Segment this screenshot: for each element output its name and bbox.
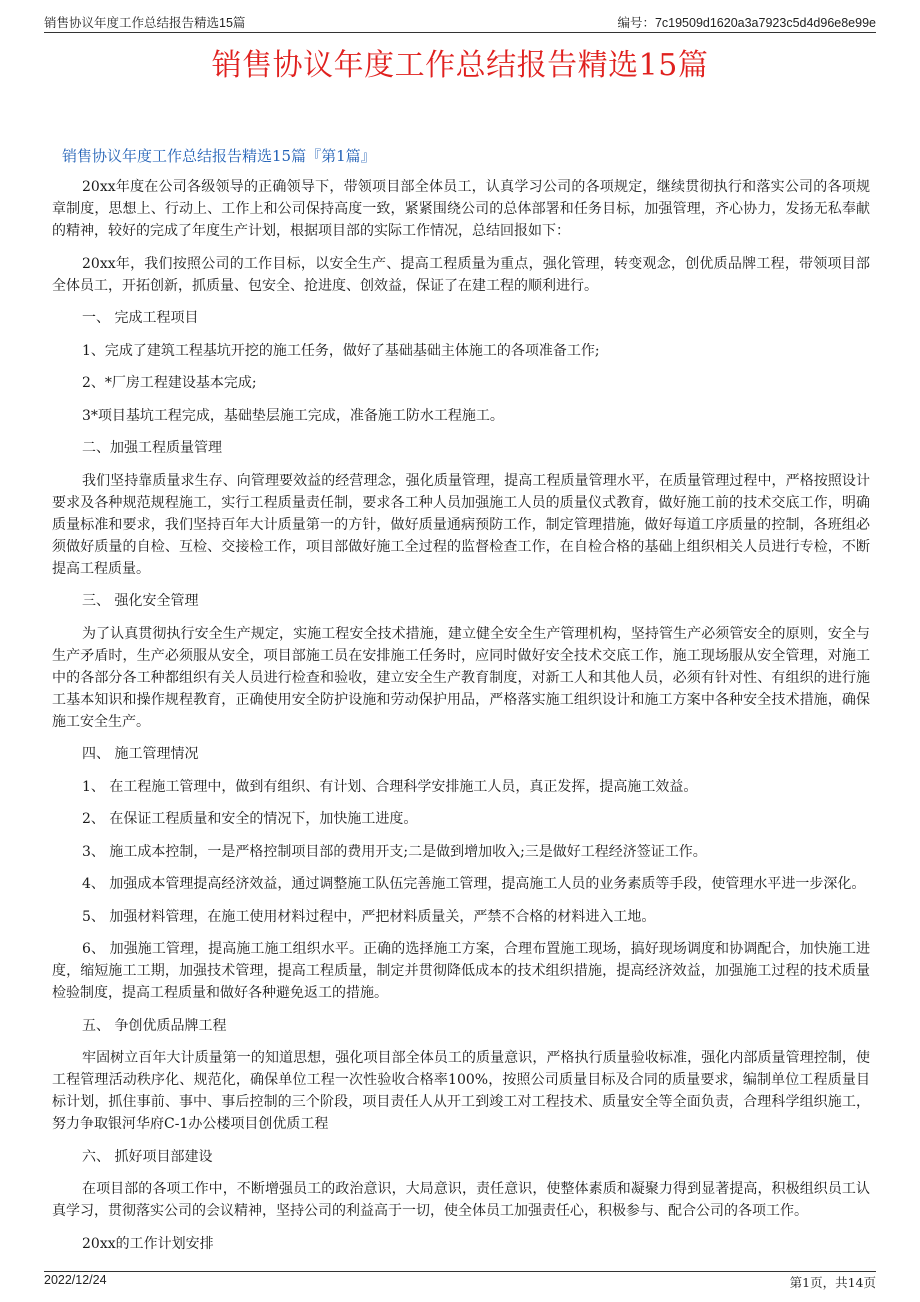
body-paragraph: 4、 加强成本管理提高经济效益，通过调整施工队伍完善施工管理，提高施工人员的业务素质等手段，使管理水平进一步深化。 xyxy=(82,876,866,892)
body-paragraph: 3*项目基坑工程完成，基础垫层施工完成，准备施工防水工程施工。 xyxy=(82,407,504,424)
header-document-title: 销售协议年度工作总结报告精选15篇 xyxy=(44,16,246,30)
body-paragraph: 三、 强化安全管理 xyxy=(82,593,199,609)
body-paragraph: 六、 抓好项目部建设 xyxy=(82,1148,213,1165)
body-paragraph: 1、完成了建筑工程基坑开挖的施工任务，做好了基础基础主体施工的各项准备工作; xyxy=(82,342,600,359)
body-paragraph: 二、加强工程质量管理 xyxy=(82,440,222,456)
body-paragraph: 四、 施工管理情况 xyxy=(82,746,199,762)
body-paragraph: 2、*厂房工程建设基本完成; xyxy=(82,375,257,391)
body-paragraph: 1、 在工程施工管理中，做到有组织、有计划、合理科学安排施工人员，真正发挥，提高施工效益。 xyxy=(82,778,698,795)
body-paragraph: 20xx年，我们按照公司的工作目标，以安全生产、提高工程质量为重点，强化管理，转变观念，创优质品牌工程，带领项目部全体员工，开拓创新，抓质量、包安全、抢进度、创效益，保证了在建工程的顺利进行。 xyxy=(52,255,870,294)
body-paragraph: 5、 加强材料管理，在施工使用材料过程中，严把材料质量关，严禁不合格的材料进入工地。 xyxy=(82,908,656,925)
body-paragraph: 20xx年度在公司各级领导的正确领导下，带领项目部全体员工，认真学习公司的各项规定，继续贯彻执行和落实公司的各项规章制度，思想上、行动上、工作上和公司保持高度一致，紧紧围绕公司的总体部署和任务目标，加强管理，齐心协力，发扬无私奉献的精神，较好的完成了年度生产计划，根据项目部的实际工作情况，总结回报如下： xyxy=(52,179,870,239)
section-subtitle: 销售协议年度工作总结报告精选15篇『第1篇』 xyxy=(62,147,376,165)
footer-date: 2022/12/24 xyxy=(44,1273,107,1287)
body-paragraph: 我们坚持靠质量求生存、向管理要效益的经营理念，强化质量管理，提高工程质量管理水平，在质量管理过程中，严格按照设计要求及各种规范规程施工，实行工程质量责任制，要求各工种人员加强施工人员的质量仪式教育，做好施工前的技术交底工作，明确质量标准和要求，我们坚持百年大计质量第一的方针，做好质量通病预防工作，制定管理措施，做好每道工序质量的控制，各班组必须做好质量的自检、互检、交接检工作，项目部做好施工全过程的监督检查工作，在自检合格的基础上组织相关人员进行专检，不断提高工程质量。 xyxy=(52,472,870,577)
header-document-number: 编号：7c19509d1620a3a7923c5d4d96e8e99e xyxy=(617,16,876,30)
body-paragraph: 一、 完成工程项目 xyxy=(82,310,199,326)
document-body xyxy=(52,176,870,1265)
body-paragraph: 五、 争创优质品牌工程 xyxy=(82,1017,227,1034)
page-header xyxy=(44,12,876,33)
page-footer xyxy=(44,1271,876,1292)
footer-page-info: 第1页，共14页 xyxy=(789,1275,876,1290)
body-paragraph: 为了认真贯彻执行安全生产规定，实施工程安全技术措施，建立健全安全生产管理机构，坚持管生产必须管安全的原则，安全与生产矛盾时，生产必须服从安全，项目部施工员在安排施工任务时，应同时做好安全技术交底工作，施工现场服从安全管理，对施工中的各部分各工种都组织有关人员进行检查和验收，建立安全生产教育制度，对新工人和其他人员，必须有针对性、有组织的进行施工基本知识和操作规程教育，正确使用安全防护设施和劳动保护用品，严格落实施工组织设计和施工方案中各种安全技术措施，确保施工安全生产。 xyxy=(52,625,870,730)
body-paragraph: 3、 施工成本控制，一是严格控制项目部的费用开支;二是做到增加收入;三是做好工程经济签证工作。 xyxy=(82,843,707,860)
body-paragraph: 20xx的工作计划安排 xyxy=(82,1235,214,1252)
body-paragraph: 6、 加强施工管理，提高施工施工组织水平。正确的选择施工方案，合理布置施工现场，搞好现场调度和协调配合，加快施工进度，缩短施工工期，加强技术管理，提高工程质量，制定并贯彻降低成本的技术组织措施，提高经济效益，加强施工过程的技术质量检验制度，提高工程质量和做好各种避免返工的措施。 xyxy=(52,941,870,1001)
body-paragraph: 牢固树立百年大计质量第一的知道思想，强化项目部全体员工的质量意识，严格执行质量验收标准，强化内部质量管理控制，使工程管理活动秩序化、规范化，确保单位工程一次性验收合格率100%，按照公司质量目标及合同的质量要求，编制单位工程质量目标计划，抓住事前、事中、事后控制的三个阶段，项目责任人从开工到竣工对工程技术、质量安全等全面负责，合理科学组织施工，努力争取银河华府C-1办公楼项目创优质工程 xyxy=(52,1050,870,1132)
body-paragraph: 2、 在保证工程质量和安全的情况下，加快施工进度。 xyxy=(82,811,418,827)
document-title: 销售协议年度工作总结报告精选15篇 xyxy=(211,48,709,83)
body-paragraph: 在项目部的各项工作中，不断增强员工的政治意识，大局意识，责任意识，使整体素质和凝聚力得到显著提高，积极组织员工认真学习，贯彻落实公司的会议精神，坚持公司的利益高于一切，使全体员工加强责任心，积极参与、配合公司的各项工作。 xyxy=(52,1181,870,1219)
